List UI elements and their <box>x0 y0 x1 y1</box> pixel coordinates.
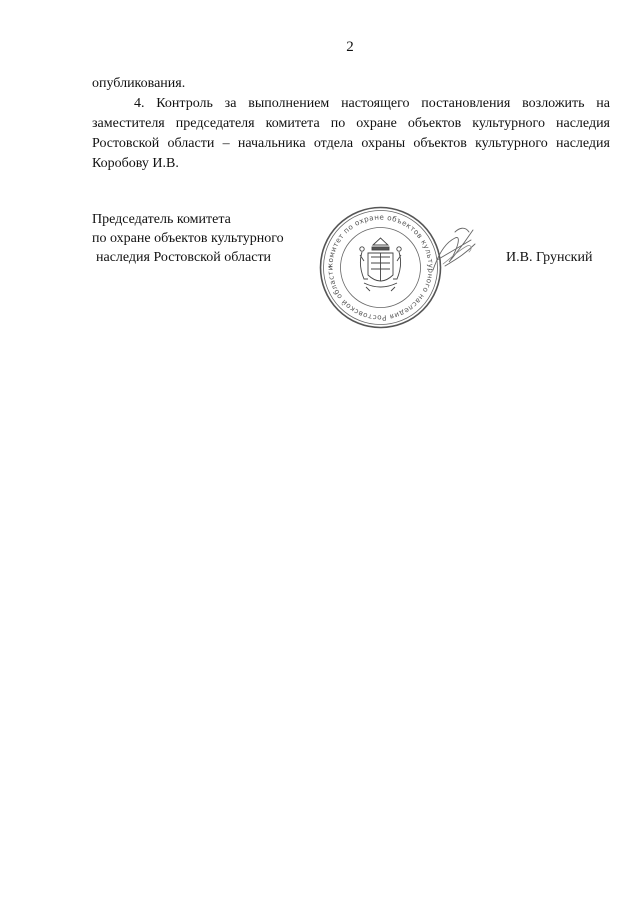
signer-name: И.В. Грунский <box>506 250 593 265</box>
paragraph-item-4: 4. Контроль за выполнением настоящего постановления возложить на заместителя председателя комитета по охране объектов культурного наследия Ростовской области – начальника отдела охраны объектов культурного наследия Коробову И.В. <box>92 96 610 171</box>
handwritten-signature-icon <box>425 220 480 280</box>
signature-title-line-1: Председатель комитета <box>92 212 231 227</box>
signature-title-line-3: наследия Ростовской области <box>96 250 272 265</box>
signature-title-line-2: по охране объектов культурного <box>92 231 284 246</box>
document-body <box>92 74 610 174</box>
signature-title-block <box>92 210 352 267</box>
coat-of-arms-icon <box>360 238 401 291</box>
page-number: 2 <box>346 39 354 55</box>
seal-ring-text: комитет по охране объектов культурного наследия Ростовской области <box>325 212 436 323</box>
paragraph-continuation: опубликования. <box>92 76 186 91</box>
